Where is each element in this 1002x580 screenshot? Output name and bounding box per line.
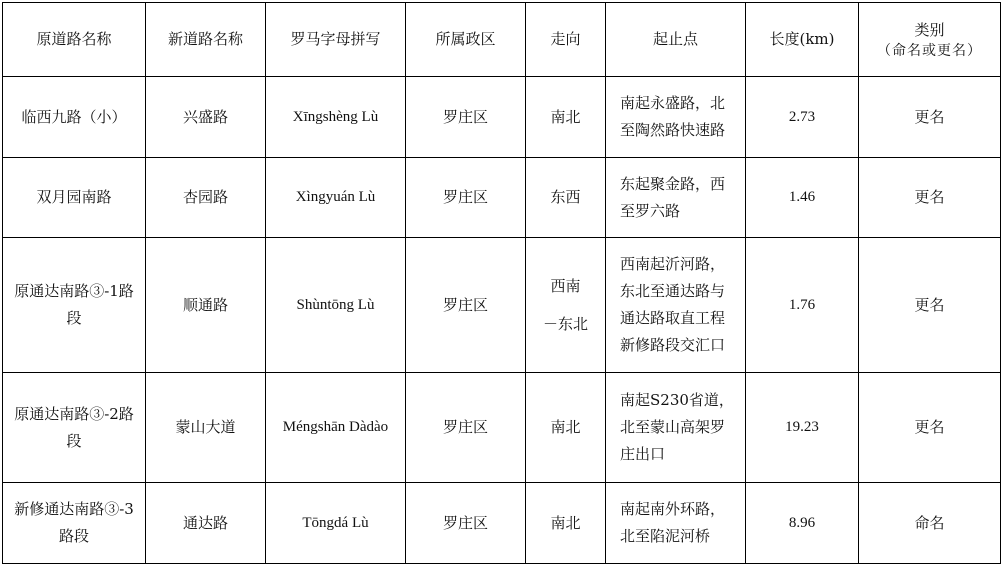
cell-new-name: 兴盛路 — [146, 77, 266, 158]
cell-ends: 南起南外环路， 北至陷泥河桥 — [606, 483, 746, 564]
cell-direction: 西南 －东北 — [526, 238, 606, 373]
header-category — [859, 3, 1001, 77]
header-row — [3, 3, 1001, 77]
header-length: 长度(km) — [746, 3, 859, 77]
cell-category: 更名 — [859, 373, 1001, 483]
cell-roman: Xìngyuán Lù — [266, 158, 406, 238]
cell-roman: Shùntōng Lù — [266, 238, 406, 373]
cell-length: 8.96 — [746, 483, 859, 564]
header-new-name: 新道路名称 — [146, 3, 266, 77]
cell-new-name: 蒙山大道 — [146, 373, 266, 483]
header-old-name: 原道路名称 — [3, 3, 146, 77]
table-row — [3, 77, 1001, 158]
cell-district: 罗庄区 — [406, 483, 526, 564]
cell-district: 罗庄区 — [406, 238, 526, 373]
cell-roman: Tōngdá Lù — [266, 483, 406, 564]
header-direction: 走向 — [526, 3, 606, 77]
header-category-main: 类别 — [914, 20, 945, 39]
cell-new-name: 杏园路 — [146, 158, 266, 238]
cell-roman: Xīngshèng Lù — [266, 77, 406, 158]
header-category-sub: （命名或更名） — [877, 42, 982, 59]
cell-old-name: 原通达南路③-1路 段 — [3, 238, 146, 373]
road-naming-table — [2, 2, 1001, 564]
table-row — [3, 483, 1001, 564]
cell-new-name: 通达路 — [146, 483, 266, 564]
cell-district: 罗庄区 — [406, 158, 526, 238]
cell-old-name: 临西九路（小） — [3, 77, 146, 158]
cell-ends: 西南起沂河路， 东北至通达路与 通达路取直工程 新修路段交汇口 — [606, 238, 746, 373]
cell-ends: 东起聚金路，西 至罗六路 — [606, 158, 746, 238]
cell-old-name: 双月园南路 — [3, 158, 146, 238]
table-row — [3, 158, 1001, 238]
cell-ends: 南起永盛路，北 至陶然路快速路 — [606, 77, 746, 158]
cell-direction: 东西 — [526, 158, 606, 238]
cell-category: 更名 — [859, 158, 1001, 238]
table-row — [3, 373, 1001, 483]
header-ends: 起止点 — [606, 3, 746, 77]
cell-direction: 南北 — [526, 373, 606, 483]
cell-length: 19.23 — [746, 373, 859, 483]
cell-length: 2.73 — [746, 77, 859, 158]
cell-district: 罗庄区 — [406, 373, 526, 483]
header-district: 所属政区 — [406, 3, 526, 77]
cell-new-name: 顺通路 — [146, 238, 266, 373]
cell-district: 罗庄区 — [406, 77, 526, 158]
cell-length: 1.76 — [746, 238, 859, 373]
cell-old-name: 原通达南路③-2路 段 — [3, 373, 146, 483]
cell-old-name: 新修通达南路③-3 路段 — [3, 483, 146, 564]
cell-length: 1.46 — [746, 158, 859, 238]
cell-direction: 南北 — [526, 483, 606, 564]
cell-direction: 南北 — [526, 77, 606, 158]
cell-category: 更名 — [859, 77, 1001, 158]
cell-category: 命名 — [859, 483, 1001, 564]
table-row — [3, 238, 1001, 373]
header-roman: 罗马字母拼写 — [266, 3, 406, 77]
cell-ends: 南起S230省道， 北至蒙山高架罗 庄出口 — [606, 373, 746, 483]
cell-category: 更名 — [859, 238, 1001, 373]
cell-roman: Méngshān Dàdào — [266, 373, 406, 483]
